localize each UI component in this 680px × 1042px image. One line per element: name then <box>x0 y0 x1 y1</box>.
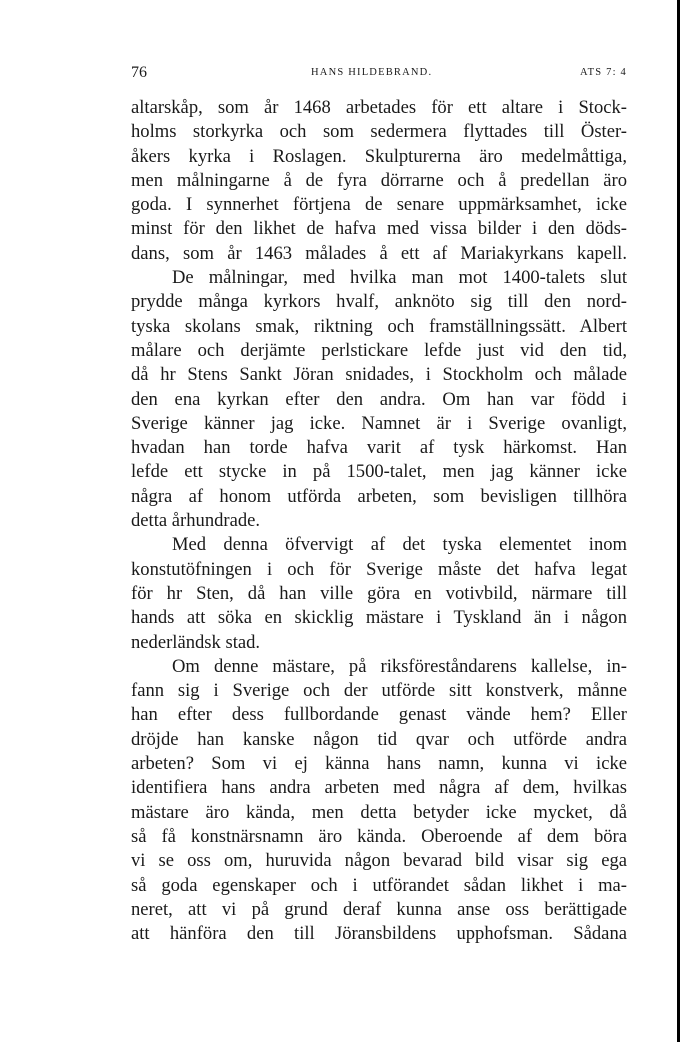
text-line: åkers kyrka i Roslagen. Skulpturerna äro medelmåttiga, <box>131 145 627 167</box>
text-line: dans, som år 1463 målades å ett af Mariakyrkans kapell. <box>131 242 627 264</box>
text-line: nederländsk stad. <box>131 631 261 653</box>
text-line: lefde ett stycke in på 1500-talet, men jag känner icke <box>131 461 627 483</box>
text-line: mästare äro kända, men detta betyder icke mycket, då <box>131 801 627 823</box>
text-line: Med denna öfvervigt af det tyska elementet inom <box>172 534 627 556</box>
text-line: De målningar, med hvilka man mot 1400-talets slut <box>172 267 627 289</box>
text-line: Sverige känner jag icke. Namnet är i Sverige ovanligt, <box>131 412 627 434</box>
text-line: identifiera hans andra arbeten med några af dem, hvilkas <box>131 777 627 799</box>
text-line: så få konstnärsnamn äro kända. Oberoende af dem böra <box>131 825 627 847</box>
text-line: den ena kyrkan efter den andra. Om han var född i <box>131 388 627 410</box>
text-line: detta århundrade. <box>131 510 261 532</box>
text-line: hvadan han torde hafva varit af tysk härkomst. Han <box>131 437 627 459</box>
text-line: några af honom utförda arbeten, som bevisligen tillhöra <box>131 485 627 507</box>
text-line: altarskåp, som år 1468 arbetades för ett altare i Stock- <box>131 97 627 118</box>
text-line: så goda egenskaper och i utförandet sådan likhet i ma- <box>131 874 627 896</box>
text-line: konstutöfningen i och för Sverige måste det hafva legat <box>131 558 627 580</box>
text-line: han efter dess fullbordande genast vände hem? Eller <box>131 704 627 726</box>
header-title: HANS HILDEBRAND. <box>311 67 433 78</box>
text-line: för hr Sten, då han ville göra en votivbild, närmare till <box>131 582 627 604</box>
text-line: då hr Stens Sankt Jöran snidades, i Stockholm och målade <box>131 364 627 386</box>
running-header <box>131 64 627 82</box>
text-line: tyska skolans smak, riktning och framställningssätt. Albert <box>131 315 627 337</box>
text-line: dröjde han kanske någon tid qvar och utförde andra <box>131 728 627 750</box>
text-line: goda. I synnerhet förtjena de senare uppmärksamhet, icke <box>131 194 627 216</box>
text-line: neret, att vi på grund deraf kunna anse oss berättigade <box>131 898 627 920</box>
text-line: Om denne mästare, på riksföreståndarens kallelse, in- <box>172 655 627 677</box>
page-number: 76 <box>131 64 147 81</box>
body-text <box>131 96 627 946</box>
text-line: prydde många kyrkors hvalf, anknöto sig till den nord- <box>131 291 627 313</box>
text-line: målare och derjämte perlstickare lefde just vid den tid, <box>131 339 627 361</box>
text-line: holms storkyrka och som sedermera flyttades till Öster- <box>131 121 627 143</box>
text-line: hands att söka en skicklig mästare i Tyskland än i någon <box>131 607 627 629</box>
text-line: minst för den likhet de hafva med vissa bilder i den döds- <box>131 218 627 240</box>
text-line: men målningarne å de fyra dörrarne och å predellan äro <box>131 169 627 191</box>
text-line: att hänföra den till Jöransbildens upphofsman. Sådana <box>131 923 627 945</box>
text-line: arbeten? Som vi ej känna hans namn, kunna vi icke <box>131 753 627 775</box>
text-line: vi se oss om, huruvida någon bevarad bild visar sig ega <box>131 850 627 872</box>
signature-mark: ATS 7: 4 <box>580 67 627 78</box>
text-line: fann sig i Sverige och der utförde sitt konstverk, månne <box>131 680 627 702</box>
